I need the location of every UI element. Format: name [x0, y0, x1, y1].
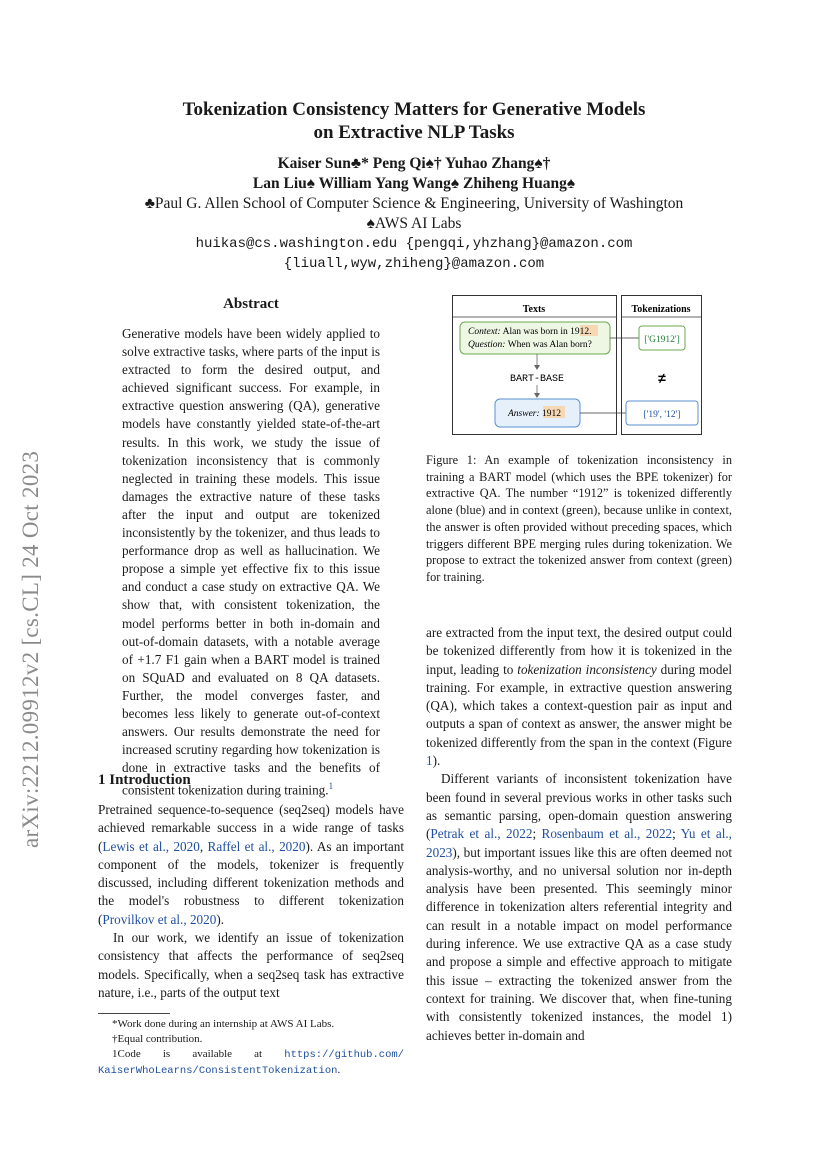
figure-1 [452, 295, 702, 435]
right-paragraph-1: are extracted from the input text, the desired output could be tokenized differently from how it is tokenized in the input, leading to tokenization inconsistency during model training. For example, in extractive question answering (QA), which takes a context-question pair as input and outputs a span of context as answer, the answer might be tokenized differently from the span in the context (Figure 1). [426, 625, 732, 769]
footnote-work-done: *Work done during an internship at AWS AI Labs. [112, 1018, 335, 1030]
footnote-code: 1Code is available at https://github.com/ KaiserWhoLearns/ConsistentTokenization. [98, 1048, 404, 1077]
email-line-2: {liuall,wyw,zhiheng}@amazon.com [283, 256, 545, 272]
citation-yu[interactable]: Yu et al., 2023 [426, 826, 732, 860]
citation-petrak[interactable]: Petrak et al., 2022 [430, 826, 533, 842]
arxiv-stamp: arXiv:2212.09912v2 [cs.CL] 24 Oct 2023 [18, 450, 43, 848]
citation-raffel[interactable]: Raffel et al., 2020 [207, 838, 306, 854]
term-tokenization-inconsistency: tokenization inconsistency [517, 661, 657, 677]
right-column [426, 624, 732, 1045]
not-equal-symbol: ≠ [658, 370, 666, 386]
authors-line-2: Lan Liu♠ William Yang Wang♠ Zhiheng Huang♠ [252, 175, 576, 192]
figure-1-caption: Figure 1: An example of tokenization inconsistency in training a BART model (which uses the BPE tokenizer) for extractive QA. The number “1912” is tokenized differently alone (blue) and in context (green), because unlike in context, the answer is often provided without preceding spaces, which triggers different BPE merging rules during tokenization. We propose to extract the tokenized answer from context (green) for training. [426, 453, 732, 584]
intro-left-column [98, 801, 404, 1002]
model-label: BART-BASE [509, 374, 565, 385]
abstract-text: Generative models have been widely applied to solve extractive tasks, where parts of the input is extracted to form the desired output, and achieved significant success. For example, in extractive question answering (QA), generative models have constantly yielded state-of-the-art results. In this work, we study the issue of tokenization inconsistency that is commonly neglected in training these models. This issue damages the extractive nature of these tasks after the input and output are tokenized inconsistently by the tokenizer, and thus leads to performance drop as well as hallucination. We propose a simple yet effective fix to this issue and conduct a case study on extractive QA. We show that, with consistent tokenization, the model performs better in both in-domain and out-of-domain datasets, with a notable average of +1.7 F1 gain when a BART model is trained on SQuAD and evaluated on 8 QA datasets. Further, the model converges faster, and becomes less likely to generate out-of-context answers. Our results demonstrate the need for increased scrutiny regarding how tokenization is done in extractive tasks and the benefits of consistent tokenization during training. [122, 326, 380, 798]
affiliation-aws: ♠AWS AI Labs [366, 215, 462, 232]
code-link-part-1[interactable]: https://github.com/ [284, 1049, 404, 1061]
answer-number: 1912 [542, 409, 562, 419]
code-link-part-2[interactable]: KaiserWhoLearns/ConsistentTokenization [98, 1065, 338, 1077]
tokenizations-header: Tokenizations [631, 304, 691, 315]
affiliation-uw: ♣Paul G. Allen School of Computer Science & Engineering, University of Washington [144, 195, 684, 212]
section-heading-introduction: 1 Introduction [98, 772, 191, 788]
intro-paragraph-2: In our work, we identify an issue of tokenization consistency that affects the performance of seq2seq models. Specifically, when a seq2seq task has extractive nature, i.e., parts of the output text [98, 930, 404, 1000]
context-line: Context: Alan was born in 1912. [468, 327, 592, 337]
footnote-rule [98, 1013, 170, 1014]
context-number: 1912 [570, 327, 590, 337]
paper-title [0, 98, 828, 144]
answer-tokens: ['19', '12'] [643, 410, 681, 420]
citation-provilkov[interactable]: Provilkov et al., 2020 [102, 911, 217, 927]
email-line-1: huikas@cs.washington.edu {pengqi,yhzhang}@amazon.com [195, 236, 633, 252]
answer-line: Answer: 1912 [508, 409, 562, 419]
title-line-1: Tokenization Consistency Matters for Generative Models [182, 99, 646, 120]
intro-paragraph-1: Pretrained sequence-to-sequence (seq2seq) models have achieved remarkable success in a wide range of tasks (Lewis et al., 2020, Raffel et al., 2020). As an important component of the models, tokenizer is frequently discussed, including different tokenization methods and the model's robustness to different tokenization (Provilkov et al., 2020). [98, 802, 405, 927]
citation-rosenbaum[interactable]: Rosenbaum et al., 2022 [541, 826, 673, 842]
citation-lewis[interactable]: Lewis et al., 2020 [102, 838, 200, 854]
abstract-body [122, 325, 380, 800]
title-line-2: on Extractive NLP Tasks [313, 122, 515, 143]
right-paragraph-2: Different variants of inconsistent tokenization have been found in several previous works in other tasks such as semantic parsing, open-domain question answering (Petrak et al., 2022; Rosenbaum et al., 2022; Yu et al., 2023), but important issues like this are often deemed not analysis-worthy, and no universal solution nor in-depth analysis have been presented. This seemingly minor difference in tokenization alters referential integrity and can result in a notable impact on model performance during inference. We use extractive QA as a case study and propose a simple and effective approach to mitigate this issue – extracting the tokenized answer from the context for training. We discover that, when fine-tuning with consistently tokenized instances, the model 1) achieves better in-domain and [426, 771, 732, 1043]
question-line: Question: When was Alan born? [468, 340, 592, 350]
texts-header: Texts [522, 304, 546, 315]
abstract-footnote-mark: 1 [328, 781, 334, 792]
authors-line-1: Kaiser Sun♣* Peng Qi♠† Yuhao Zhang♠† [277, 155, 551, 172]
figure-1-ref[interactable]: 1 [426, 753, 433, 769]
context-tokens: ['G1912'] [644, 335, 680, 345]
abstract-heading: Abstract [223, 296, 279, 312]
footnote-equal-contribution: †Equal contribution. [112, 1033, 203, 1045]
